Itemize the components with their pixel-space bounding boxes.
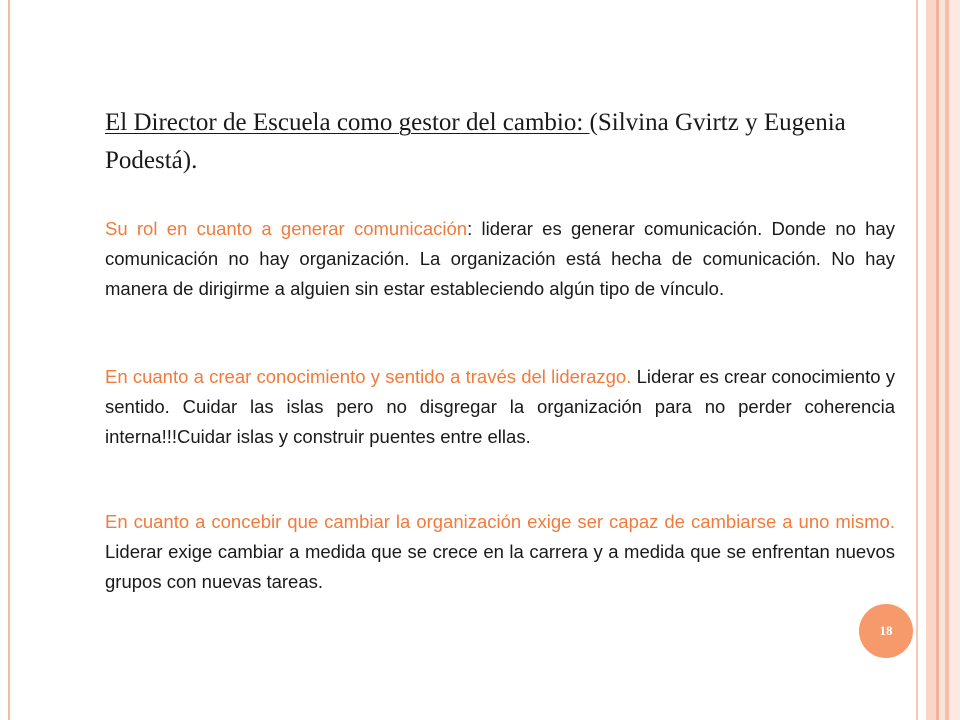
title-underlined: El Director de Escuela como gestor del cambio: — [105, 109, 590, 136]
paragraph-heading: En cuanto a concebir que cambiar la organización exige ser capaz de cambiarse a uno mismo. — [105, 511, 895, 532]
paragraph-knowledge — [105, 362, 895, 452]
stripe — [926, 0, 936, 720]
page-number-badge — [859, 604, 913, 658]
right-decorative-stripes — [916, 0, 960, 720]
paragraph-body: Liderar exige cambiar a medida que se crece en la carrera y a medida que se enfrentan nuevos grupos con nuevas tareas. — [105, 541, 895, 592]
paragraph-communication — [105, 214, 895, 304]
paragraph-body: : liderar es generar comunicación. Donde no hay comunicación no hay organización. La organización está hecha de comunicación. No hay manera de dirigirme a alguien sin estar estableciendo algún tipo de vínculo. — [105, 218, 895, 299]
paragraph-heading: En cuanto a crear conocimiento y sentido a través del liderazgo. — [105, 366, 632, 387]
left-border-line — [8, 0, 10, 720]
paragraph-change — [105, 507, 895, 597]
stripe — [949, 0, 960, 720]
paragraph-heading: Su rol en cuanto a generar comunicación — [105, 218, 468, 239]
stripe — [918, 0, 926, 720]
paragraph-body: Liderar es crear conocimiento y sentido. Cuidar las islas pero no disgregar la organización para no perder coherencia interna!!!Cuidar islas y construir puentes entre ellas. — [105, 366, 895, 447]
slide-title — [105, 104, 865, 180]
title-authors: (Silvina Gvirtz y Eugenia Podestá). — [105, 109, 846, 174]
page-number: 18 — [879, 623, 893, 638]
